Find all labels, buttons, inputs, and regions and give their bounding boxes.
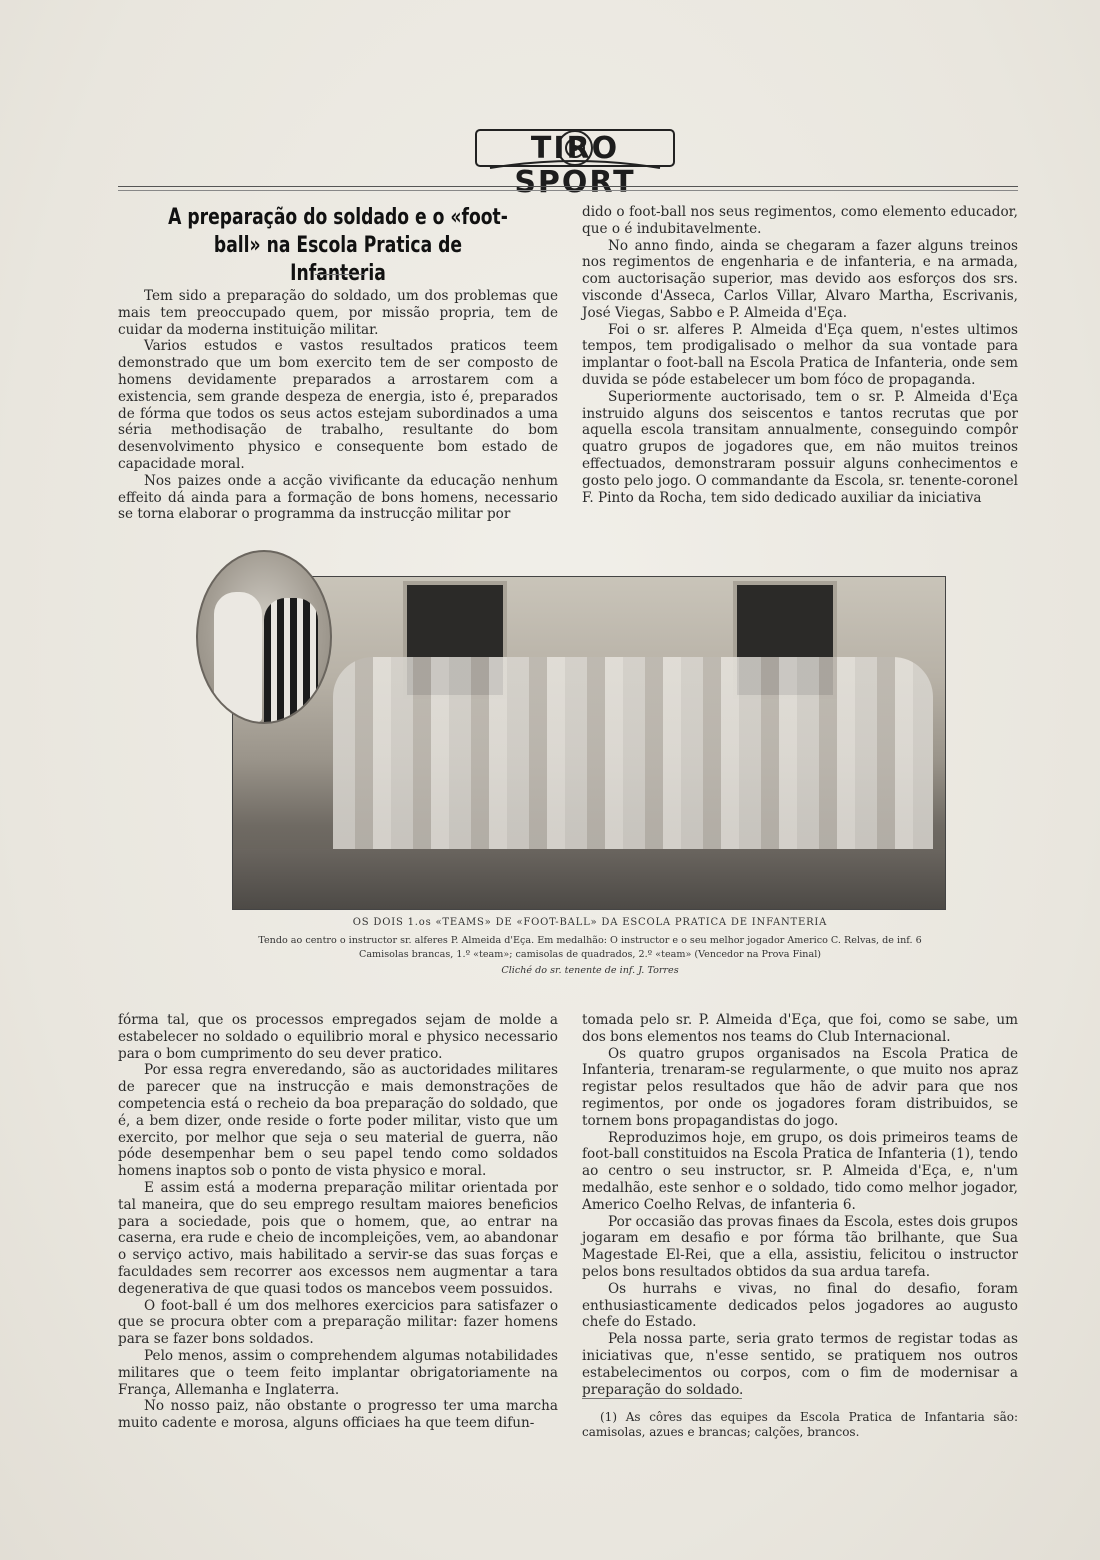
- masthead-logo: [470, 124, 680, 200]
- photo-credit: Cliché do sr. tenente de inf. J. Torres: [501, 965, 679, 976]
- medallion-player: [214, 592, 262, 722]
- paragraph: Por occasião das provas finaes da Escola, estes dois grupos jogaram em desafio e por fórma tão brilhante, que Sua Magestade El-Rei, que a ella, assistiu, felicitou o instructor pelos bons resultados obtidos da sua ardua tarefa.: [582, 1213, 1018, 1280]
- paragraph: Pelo menos, assim o comprehendem algumas notabilidades militares que o teem feito implantar obrigatoriamente na França, Allemanha e Inglaterra.: [118, 1347, 558, 1398]
- paragraph: Superiormente auctorisado, tem o sr. P. Almeida d'Eça instruido alguns dos seiscentos e tantos recrutas que por aquella escola transitam annualmente, conseguindo compôr quatro grupos de jogadores que, em não muitos treinos effectuados, demonstraram possuir alguns conhecimentos e gosto pelo jogo. O commandante da Escola, sr. tenente-coronel F. Pinto da Rocha, tem sido dedicado auxiliar da iniciativa: [582, 388, 1018, 506]
- medallion-instructor: [264, 598, 318, 724]
- masthead-title: TIRO SPORT: [514, 131, 636, 200]
- footnote-text: (1) As côres das equipes da Escola Pratica de Infantaria são: camisolas, azues e brancas; calções, brancos.: [582, 1410, 1018, 1439]
- photo-caption-line: Tendo ao centro o instructor sr. alferes P. Almeida d'Eça. Em medalhão: O instructor e o seu melhor jogador Americo C. Relvas, de inf. 6: [258, 935, 922, 946]
- paragraph: Os quatro grupos organisados na Escola Pratica de Infanteria, trenaram-se regularmente, o que muito nos apraz registar pelos resultados que hão de advir para que nos regimentos, por onde os jogadores foram distribuidos, se tornem bons propagandistas do jogo.: [582, 1045, 1018, 1129]
- column-1: [118, 288, 558, 523]
- paragraph: dido o foot-ball nos seus regimentos, como elemento educador, que o é indubitavelmente.: [582, 204, 1018, 237]
- paragraph: O foot-ball é um dos melhores exercicios para satisfazer o que se procura obter com a preparação militar: fazer homens para se fazer bons soldados.: [118, 1297, 558, 1348]
- medallion-photo: [196, 550, 332, 724]
- title-divider: [315, 274, 365, 275]
- photo-caption-line: Camisolas brancas, 1.º «team»; camisolas de quadrados, 2.º «team» (Vencedor na Prova Final): [358, 949, 822, 960]
- column-3: [118, 1012, 558, 1432]
- paragraph: fórma tal, que os processos empregados sejam de molde a estabelecer no soldado o equilibrio moral e physico necessario para o bom cumprimento do seu dever pratico.: [118, 1012, 558, 1062]
- column-4: [582, 1012, 1018, 1398]
- team-photograph: [232, 576, 946, 910]
- paragraph: E assim está a moderna preparação militar orientada por tal maneira, que do seu emprego resultam maiores beneficios para a sociedade, pois que o homem, que, ao entrar na caserna, era rude e cheio de incompleições, vem, ao abandonar o serviço activo, mais habilitado a servir-se das suas forças e faculdades sem recorrer aos excessos nem augmentar a tara degenerativa de que quasi todos os mancebos veem possuidos.: [118, 1179, 558, 1297]
- paragraph: Os hurrahs e vivas, no final do desafio, foram enthusiasticamente dedicados pelos jogadores ao augusto chefe do Estado.: [582, 1280, 1018, 1331]
- photo-ground: [233, 849, 945, 909]
- paragraph: Reproduzimos hoje, em grupo, os dois primeiros teams de foot-ball constituidos na Escola Pratica de Infanteria (1), tendo ao centro o seu instructor, sr. P. Almeida d'Eça, e, n'um medalhão, este senhor e o soldado, tido como melhor jogador, Americo Coelho Relvas, de infanteria 6.: [582, 1129, 1018, 1213]
- photo-caption-title: OS DOIS 1.os «TEAMS» DE «FOOT-BALL» DA ESCOLA PRATICA DE INFANTERIA: [352, 917, 828, 928]
- header-rule-secondary: [118, 190, 1018, 191]
- paragraph: Por essa regra enveredando, são as auctoridades militares de parecer que na instrucção e mais demonstrações de competencia está o recheio da boa preparação do soldado, que é, a bem dizer, onde reside o forte poder militar, visto que um exercito, por melhor que seja o seu material de guerra, não póde desempenhar bem o seu papel tendo como soldados homens inaptos sob o ponto de vista physico e moral.: [118, 1062, 558, 1180]
- paragraph: No nosso paiz, não obstante o progresso ter uma marcha muito cadente e morosa, alguns officiaes ha que teem difun-: [118, 1398, 558, 1432]
- paragraph: Foi o sr. alferes P. Almeida d'Eça quem, n'estes ultimos tempos, tem prodigalisado o melhor da sua vontade para implantar o foot-ball na Escola Pratica de Infanteria, onde sem duvida se póde estabelecer um bom fóco de propaganda.: [582, 321, 1018, 388]
- paragraph: tomada pelo sr. P. Almeida d'Eça, que foi, como se sabe, um dos bons elementos nos teams do Club Internacional.: [582, 1012, 1018, 1045]
- column-2: [582, 204, 1018, 506]
- paragraph: Nos paizes onde a acção vivificante da educação nenhum effeito dá ainda para a formação de bons homens, necessario se torna elaborar o programma da instrucção militar por: [118, 472, 558, 523]
- footnote-divider: [582, 1398, 742, 1399]
- header-rule: [118, 186, 1018, 187]
- paragraph: Tem sido a preparação do soldado, um dos problemas que mais tem preoccupado quem, por missão propria, tem de cuidar da moderna instituição militar.: [118, 288, 558, 338]
- paragraph: Pela nossa parte, seria grato termos de registar todas as iniciativas que, n'esse sentido, se pratiquem nos outros estabelecimentos ou corpos, com o fim de modernisar a preparação do soldado.: [582, 1331, 1018, 1398]
- article-title: A preparação do soldado e o «foot-ball» na Escola Pratica de Infanteria: [168, 205, 508, 286]
- paragraph: No anno findo, ainda se chegaram a fazer alguns treinos nos regimentos de engenharia e de infanteria, e na armada, com auctorisação superior, mas devido aos esforços dos srs. visconde d'Asseca, Carlos Villar, Alvaro Martha, Escrivanis, José Viegas, Sabbo e P. Almeida d'Eça.: [582, 237, 1018, 321]
- footnote: [582, 1410, 1018, 1440]
- paragraph: Varios estudos e vastos resultados praticos teem demonstrado que um bom exercito tem de ser composto de homens devidamente preparados a arrostarem com a existencia, sem grande despeza de energia, isto é, preparados de fórma que todos os seus actos estejam subordinados a uma séria methodisação de trabalho, resultante do bom desenvolvimento physico e consequente bom estado de capacidade moral.: [118, 338, 558, 472]
